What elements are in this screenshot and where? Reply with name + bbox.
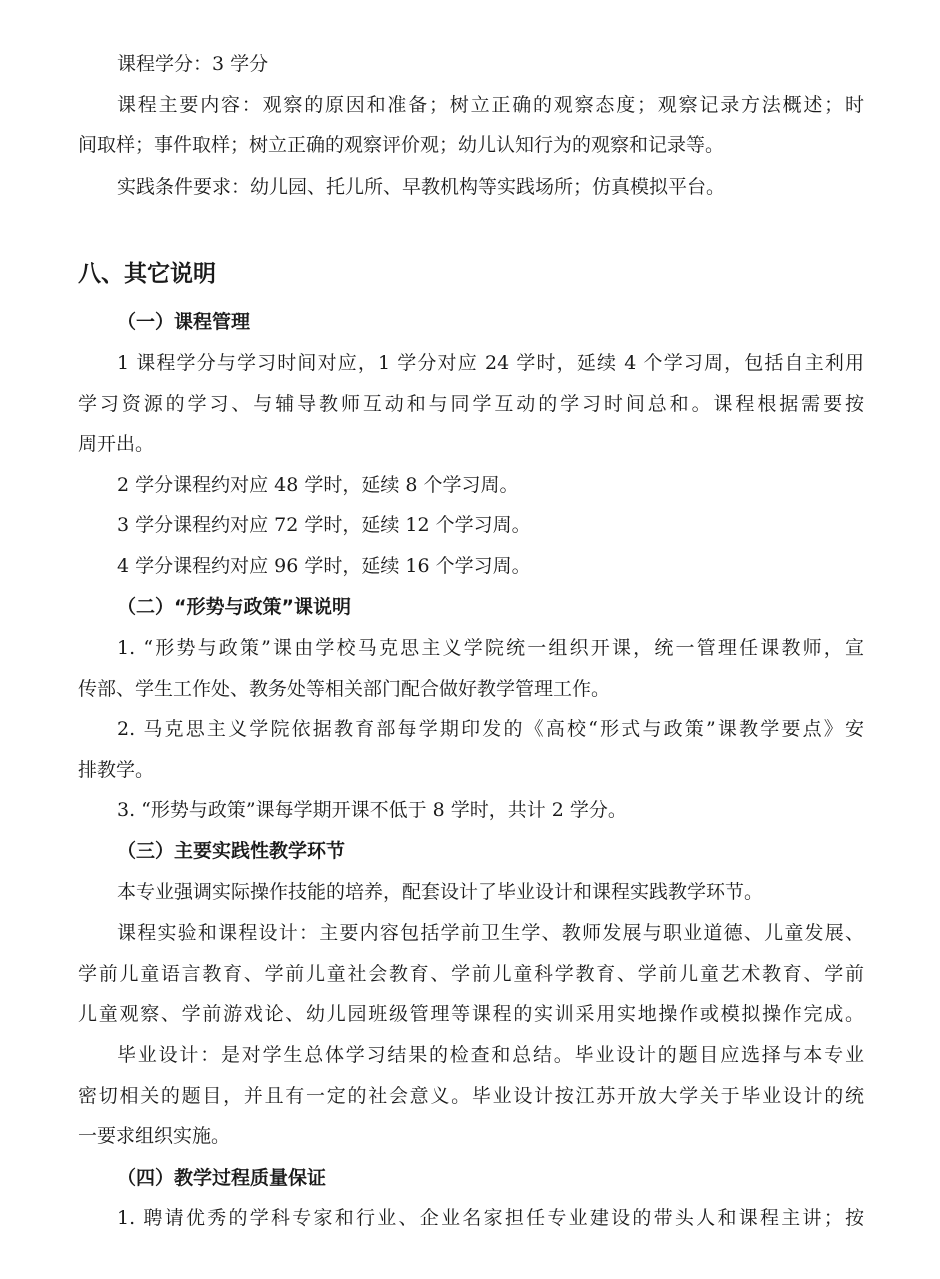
paragraph-line: 1 课程学分与学习时间对应，1 学分对应 24 学时，延续 4 个学习周，包括自主利用 [117, 352, 864, 374]
course-content-line-1: 课程主要内容：观察的原因和准备；树立正确的观察态度；观察记录方法概述；时 [117, 94, 864, 116]
subheading-practice-teaching: （三）主要实践性教学环节 [117, 840, 346, 862]
subheading-quality-assurance: （四）教学过程质量保证 [117, 1167, 327, 1189]
paragraph-line: 毕业设计：是对学生总体学习结果的检查和总结。毕业设计的题目应选择与本专业 [117, 1044, 864, 1066]
paragraph-line: 课程实验和课程设计：主要内容包括学前卫生学、教师发展与职业道德、儿童发展、 [117, 922, 864, 944]
paragraph-line: 本专业强调实际操作技能的培养，配套设计了毕业设计和课程实践教学环节。 [117, 881, 764, 903]
paragraph-line: 儿童观察、学前游戏论、幼儿园班级管理等课程的实训采用实地操作或模拟操作完成。 [78, 1003, 864, 1025]
paragraph-line: 密切相关的题目，并且有一定的社会意义。毕业设计按江苏开放大学关于毕业设计的统 [78, 1085, 864, 1107]
paragraph-line: 1. 聘请优秀的学科专家和行业、企业名家担任专业建设的带头人和课程主讲；按 [117, 1207, 864, 1229]
practice-requirements: 实践条件要求：幼儿园、托儿所、早教机构等实践场所；仿真模拟平台。 [117, 176, 726, 198]
paragraph-line: 周开出。 [78, 433, 155, 455]
subheading-course-management: （一）课程管理 [117, 311, 251, 333]
paragraph-line: 排教学。 [78, 759, 155, 781]
paragraph-line: 3 学分课程约对应 72 学时，延续 12 个学习周。 [117, 514, 531, 536]
section-heading: 八、其它说明 [78, 261, 216, 287]
course-credit: 课程学分：3 学分 [117, 53, 269, 75]
paragraph-line: 1. “形势与政策”课由学校马克思主义学院统一组织开课，统一管理任课教师，宣 [117, 637, 864, 659]
subheading-policy-course: （二）“形势与政策”课说明 [117, 596, 351, 618]
paragraph-line: 学习资源的学习、与辅导教师互动和与同学互动的学习时间总和。课程根据需要按 [78, 393, 864, 415]
paragraph-line: 3. “形势与政策”课每学期开课不低于 8 学时，共计 2 学分。 [117, 799, 627, 821]
paragraph-line: 学前儿童语言教育、学前儿童社会教育、学前儿童科学教育、学前儿童艺术教育、学前 [78, 963, 864, 985]
paragraph-line: 2 学分课程约对应 48 学时，延续 8 个学习周。 [117, 474, 519, 496]
paragraph-line: 传部、学生工作处、教务处等相关部门配合做好教学管理工作。 [78, 678, 611, 700]
paragraph-line: 一要求组织实施。 [78, 1125, 231, 1147]
paragraph-line: 4 学分课程约对应 96 学时，延续 16 个学习周。 [117, 555, 531, 577]
paragraph-line: 2. 马克思主义学院依据教育部每学期印发的《高校“形式与政策”课教学要点》安 [117, 718, 864, 740]
course-content-line-2: 间取样；事件取样；树立正确的观察评价观；幼儿认知行为的观察和记录等。 [78, 134, 725, 156]
